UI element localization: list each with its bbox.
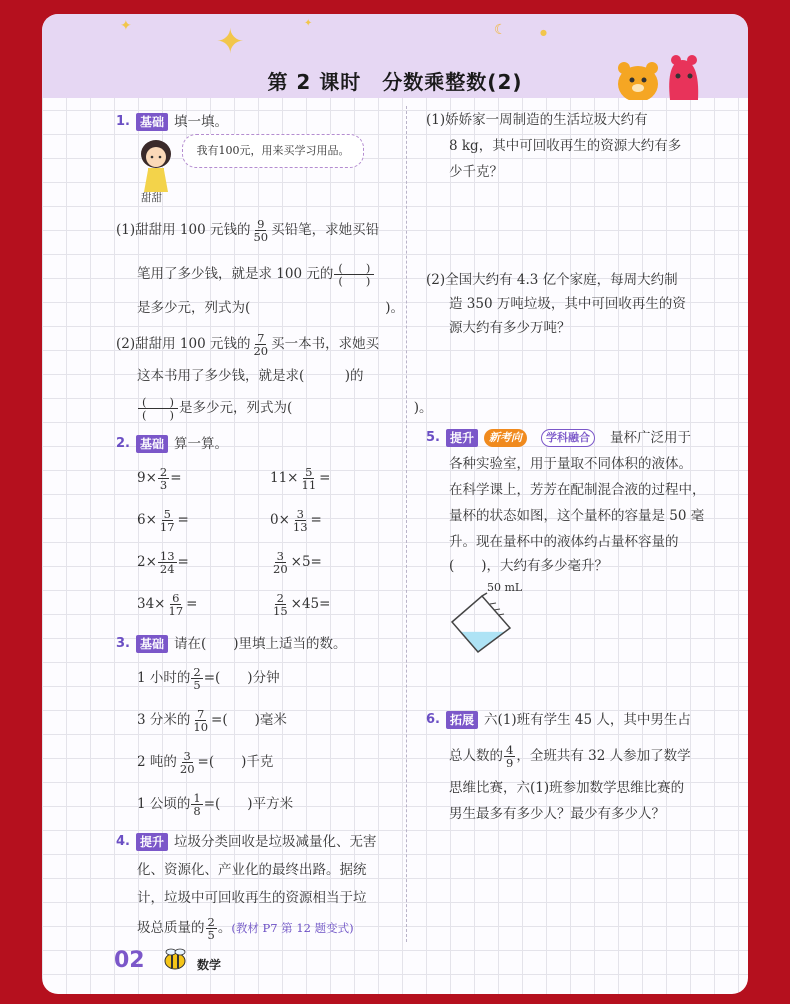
- difficulty-tag: 基础: [136, 435, 168, 453]
- header-banner: [42, 14, 748, 98]
- new-direction-tag: 新考向: [484, 429, 527, 447]
- star-icon: ✦: [120, 18, 132, 34]
- difficulty-tag: 拓展: [446, 711, 478, 729]
- girl-character-icon: [134, 138, 178, 192]
- q1-part1-line2: 笔用了多少钱，就是求 100 元的 $\frac{( )}{( )}$: [137, 262, 375, 287]
- question-number: 2.: [116, 436, 130, 451]
- question-number: 4.: [116, 834, 130, 849]
- q4-line3: 计，垃圾中可回收再生的资源相当于垃: [137, 890, 367, 906]
- q6-line2: 总人数的 $\frac{4}{9}$ ，全班共有 32 人参加了数学: [449, 743, 691, 770]
- fraction: $\frac{7}{10}$: [193, 707, 209, 734]
- blank-fraction: $\frac{( )}{( )}$: [334, 262, 374, 287]
- q6-line3: 思维比赛，六(1)班参加数学思维比赛的: [449, 780, 685, 796]
- fraction: $\frac{2}{5}$: [193, 665, 201, 692]
- q6-line1: 六(1)班有学生 45 人，其中男生占: [484, 712, 691, 728]
- question-number: 1.: [116, 114, 130, 129]
- fraction: $\frac{2}{3}$: [159, 465, 168, 492]
- calc-item: $\frac{3}{20}$ ×5=: [273, 549, 322, 576]
- blank-fraction: $\frac{( )}{( )}$: [138, 396, 178, 421]
- topic-tag: 学科融合: [541, 429, 595, 447]
- character-name: 甜甜: [141, 192, 162, 204]
- calc-item: $\frac{2}{15}$ ×45=: [273, 591, 331, 618]
- calc-item: 34× $\frac{6}{17}$ =: [137, 591, 198, 618]
- fraction: $\frac{9}{50}$: [253, 217, 269, 244]
- fraction: $\frac{3}{13}$: [292, 507, 308, 534]
- q5-line2: 各种实验室，用于量取不同体积的液体。: [449, 456, 692, 472]
- measuring-cup-icon: [446, 592, 516, 656]
- q5-line4: 量杯的状态如图，这个量杯的容量是 50 毫: [449, 508, 705, 524]
- q1-part2-line3: $\frac{( )}{( )}$ 是多少元，列式为( )。: [137, 396, 433, 421]
- fraction: $\frac{2}{5}$: [207, 915, 215, 942]
- subject-label: 数学: [197, 958, 222, 972]
- q5-line3: 在科学课上，芳芳在配制混合液的过程中，: [449, 482, 706, 498]
- star-icon: ●: [540, 28, 547, 37]
- q4-line2: 化、资源化、产业化的最终出路。据统: [137, 862, 367, 878]
- question-number: 5.: [426, 430, 440, 445]
- fraction: $\frac{3}{20}$: [179, 749, 195, 776]
- q4-sub1-line1: (1)娇娇家一周制造的生活垃圾大约有: [426, 112, 648, 128]
- q4-sub2-line1: (2)全国大约有 4.3 亿个家庭，每周大约制: [426, 272, 678, 288]
- fill-item: 1 小时的 $\frac{2}{5}$ =( )分钟: [137, 665, 280, 692]
- fill-item: 2 吨的 $\frac{3}{20}$ =( )千克: [137, 749, 274, 776]
- question-prompt: 请在( )里填上适当的数。: [174, 636, 347, 652]
- mascot-bear-icon: [608, 52, 704, 100]
- fraction: $\frac{7}{20}$: [253, 331, 269, 358]
- bee-icon: [160, 946, 190, 972]
- calc-item: 0× $\frac{3}{13}$ =: [270, 507, 322, 534]
- question-number: 6.: [426, 712, 440, 727]
- difficulty-tag: 提升: [136, 833, 168, 851]
- calc-item: 2× $\frac{13}{24}$ =: [137, 549, 189, 576]
- fraction: $\frac{1}{8}$: [193, 791, 201, 818]
- q4-line1: 垃圾分类回收是垃圾减量化、无害: [174, 834, 377, 850]
- fill-item: 1 公顷的 $\frac{1}{8}$ =( )平方米: [137, 791, 294, 818]
- q6-line4: 男生最多有多少人？最少有多少人？: [449, 806, 665, 822]
- calc-item: 11× $\frac{5}{11}$ =: [270, 465, 331, 492]
- column-divider: [406, 106, 407, 942]
- question-prompt: 算一算。: [174, 436, 228, 452]
- q4-sub1-line2: 8 kg，其中可回收再生的资源大约有多: [449, 138, 682, 154]
- fraction: $\frac{6}{17}$: [168, 591, 184, 618]
- calc-item: 9× $\frac{2}{3}$ =: [137, 465, 182, 492]
- fraction: $\frac{13}{24}$: [159, 549, 175, 576]
- difficulty-tag: 提升: [446, 429, 478, 447]
- q1-part1-line1: (1)甜甜用 100 元钱的 $\frac{9}{50}$ 买铅笔，求她买铅: [116, 217, 380, 244]
- fraction: $\frac{2}{15}$: [273, 591, 288, 618]
- q1-part2-line1: (2)甜甜用 100 元钱的 $\frac{7}{20}$ 买一本书，求她买: [116, 331, 380, 358]
- fraction: $\frac{3}{20}$: [273, 549, 288, 576]
- fraction: $\frac{4}{9}$: [506, 743, 514, 770]
- fraction: $\frac{5}{11}$: [301, 465, 317, 492]
- page-title: 第 2 课时 分数乘整数(2): [267, 70, 523, 94]
- q5-line5: 升。现在量杯中的液体约占量杯容量的: [449, 534, 679, 550]
- q4-sub2-line2: 造 350 万吨垃圾，其中可回收再生的资: [449, 296, 686, 312]
- worksheet-page: [42, 14, 748, 994]
- page-number: 02: [114, 948, 145, 973]
- fraction: $\frac{5}{17}$: [159, 507, 175, 534]
- star-icon: ✦: [304, 18, 313, 29]
- fill-item: 3 分米的 $\frac{7}{10}$ =( )毫米: [137, 707, 287, 734]
- q1-part1-line3: 是多少元，列式为( )。: [137, 300, 405, 316]
- speech-bubble: 我有100元，用来买学习用品。: [182, 134, 364, 168]
- calc-item: 6× $\frac{5}{17}$ =: [137, 507, 189, 534]
- question-prompt: 填一填。: [174, 114, 228, 130]
- q5-line6: ( )，大约有多少毫升？: [449, 558, 609, 574]
- q1-part2-line2: 这本书用了多少钱，就是求( )的: [137, 368, 364, 384]
- q4-sub1-line3: 少千克？: [449, 164, 503, 180]
- q4-line4: 圾总质量的 $\frac{2}{5}$ 。(教材 P7 第 12 题变式): [137, 915, 354, 942]
- difficulty-tag: 基础: [136, 113, 168, 131]
- cup-capacity-label: 50 mL: [487, 581, 523, 594]
- textbook-reference: (教材 P7 第 12 题变式): [231, 921, 354, 935]
- question-number: 3.: [116, 636, 130, 651]
- q4-sub2-line3: 源大约有多少万吨？: [449, 320, 571, 336]
- q5-line1: 量杯广泛用于: [610, 430, 691, 446]
- moon-icon: ☾: [494, 22, 507, 38]
- difficulty-tag: 基础: [136, 635, 168, 653]
- star-icon: ✦: [216, 22, 245, 62]
